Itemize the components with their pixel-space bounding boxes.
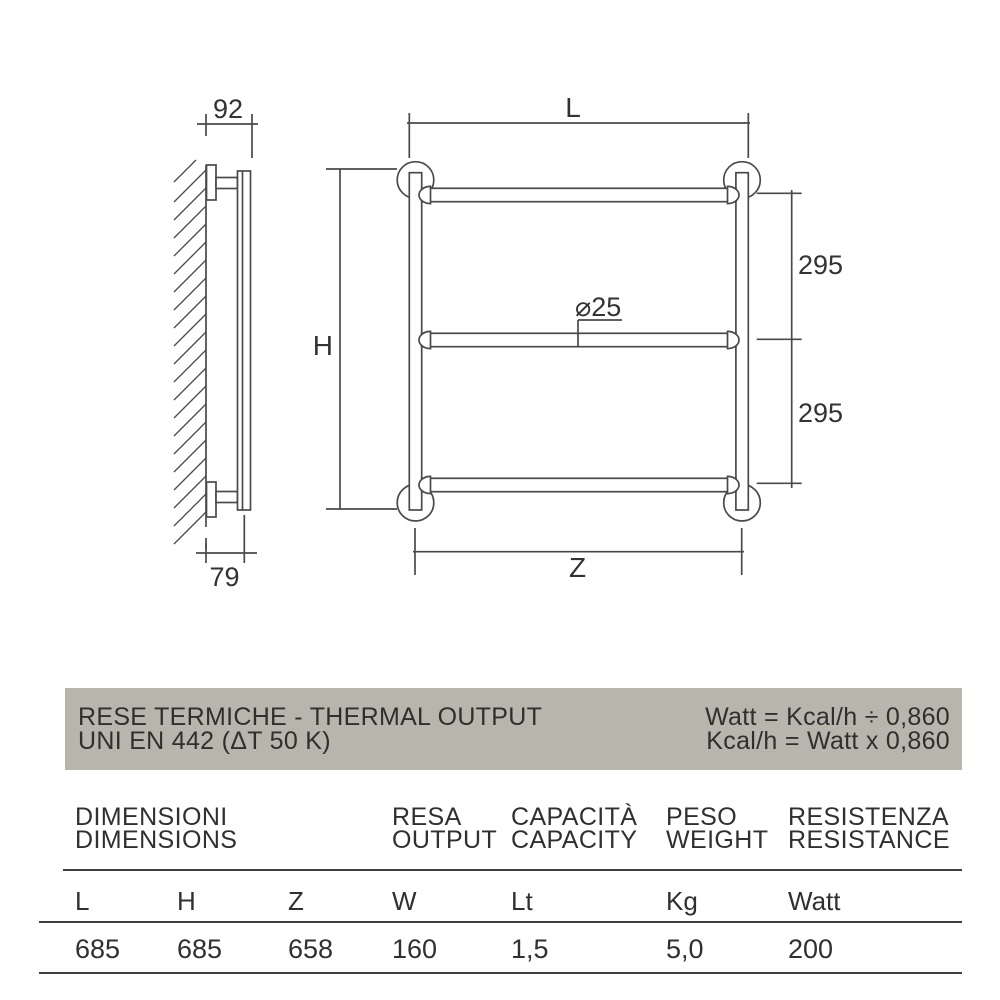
value-Z: 658 — [288, 934, 334, 964]
front-view — [313, 92, 843, 583]
dim-295-upper-label: 295 — [798, 250, 844, 280]
col-header-dimensions-en: DIMENSIONS — [75, 826, 238, 854]
col-header-capacity-en: CAPACITY — [511, 826, 638, 854]
value-H: 685 — [177, 934, 223, 964]
formula-watt: Watt = Kcal/h ÷ 0,860 — [705, 703, 950, 731]
col-header-weight-it: PESO — [666, 803, 738, 831]
value-resistance: 200 — [788, 934, 834, 964]
col-header-resistance-en: RESISTANCE — [788, 826, 950, 854]
col-header-output-it: RESA — [392, 803, 462, 831]
col-header-capacity — [511, 803, 638, 854]
dim-79-label: 79 — [209, 562, 240, 592]
dimension-92 — [197, 94, 258, 158]
conversion-formulas — [705, 705, 950, 753]
col-header-dimensions-it: DIMENSIONI — [75, 803, 228, 831]
unit-W: W — [392, 886, 417, 916]
tube-side-profile — [238, 171, 251, 510]
dim-295-lower-label: 295 — [798, 398, 844, 428]
value-weight: 5,0 — [666, 934, 704, 964]
dimension-L — [407, 92, 750, 158]
unit-Lt: Lt — [511, 886, 533, 916]
dim-92-label: 92 — [212, 94, 244, 124]
dim-Z-label: Z — [568, 552, 587, 583]
col-header-weight-en: WEIGHT — [666, 826, 769, 854]
unit-L: L — [75, 886, 90, 916]
thermal-output-title — [78, 705, 542, 753]
value-L: 685 — [75, 934, 121, 964]
thermal-output-band — [65, 688, 962, 770]
dimension-295 — [757, 190, 843, 488]
col-header-weight — [666, 803, 769, 854]
col-header-output — [392, 803, 498, 854]
table-rule-2 — [39, 921, 962, 923]
bracket-plate-top — [207, 165, 217, 200]
col-header-capacity-it: CAPACITÀ — [511, 803, 638, 831]
thermal-output-title-line1: RESE TERMICHE - THERMAL OUTPUT — [78, 703, 543, 731]
side-view — [174, 94, 258, 592]
col-header-resistance — [788, 803, 950, 854]
bracket-arm-bottom — [216, 492, 238, 503]
rail-top — [422, 188, 736, 201]
col-header-resistance-it: RESISTENZA — [788, 803, 949, 831]
bracket-plate-bottom — [207, 482, 217, 517]
dim-L-label: L — [565, 92, 581, 123]
value-output: 160 — [392, 934, 438, 964]
col-header-dimensions — [75, 803, 238, 854]
value-capacity: 1,5 — [511, 934, 549, 964]
rail-bottom — [422, 478, 736, 491]
unit-H: H — [177, 886, 196, 916]
dimension-H — [313, 169, 397, 509]
bracket-arm-top — [216, 178, 238, 189]
unit-Kg: Kg — [666, 886, 698, 916]
formula-kcal: Kcal/h = Watt x 0,860 — [706, 727, 950, 755]
table-rule-1 — [63, 869, 962, 871]
thermal-output-title-line2: UNI EN 442 (ΔT 50 K) — [78, 727, 331, 755]
col-header-output-en: OUTPUT — [392, 826, 498, 854]
dimension-Z — [413, 528, 744, 583]
unit-Watt: Watt — [788, 886, 841, 916]
table-rule-3 — [39, 972, 962, 974]
dim-H-label: H — [312, 330, 333, 361]
wall-hatching — [174, 160, 206, 544]
diameter-label: ⌀25 — [575, 292, 622, 322]
unit-Z: Z — [288, 886, 304, 916]
